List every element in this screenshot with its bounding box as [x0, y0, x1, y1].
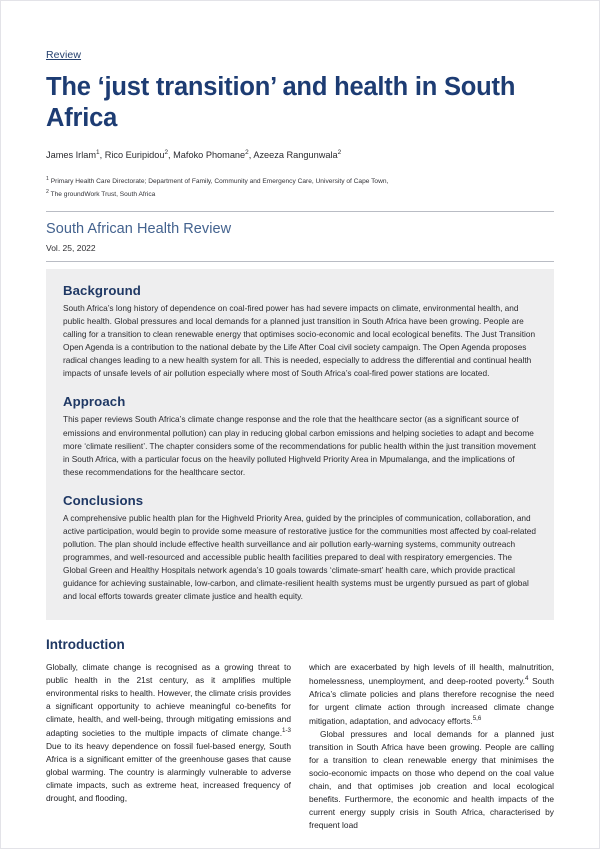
body-columns	[46, 661, 554, 833]
abstract-heading-background: Background	[63, 282, 141, 298]
author-name-1: James Irlam	[46, 150, 97, 161]
intro-paragraph-right-1	[309, 661, 554, 728]
citation-ref-1[interactable]: 1-3	[282, 727, 291, 735]
intro-right-text-b: South Africa’s climate policies and plans therefore recognise the need for urgent climate action through increased climate change mitigation, adaptation, and advocacy efforts.	[309, 675, 554, 726]
citation-ref-4[interactable]: 4	[525, 674, 529, 682]
section-heading-introduction: Introduction	[46, 636, 125, 652]
affiliation-text-1: Primary Health Care Directorate; Department of Family, Community and Emergency Care, University of Cape Town,	[50, 178, 389, 186]
header-divider-top	[46, 211, 554, 212]
abstract-text-approach: This paper reviews South Africa’s climate change response and the role that the healthcare sector (as a significant source of emissions and environmental pollution) can play in reducing global carbon emissions and helping societies to adapt and become more ‘climate resilient’. The chapter considers some of the recommendations for public health within the just transition movement in South Africa, with a particular focus on the heavily polluted Highveld Priority Area in Mpumalanga, and the implications of these recommendations for the healthcare sector.	[63, 414, 536, 477]
body-column-left	[46, 661, 291, 833]
intro-left-text-a: Globally, climate change is recognised as a growing threat to public health in the 21st century, as it amplifies multiple environmental risks to health. However, the climate crisis provides a significant opportunity to achieve meaningful co-benefits for climate, health, and well-being, through mitigating emissions and adapting societies to the multiple impacts of climate change.	[46, 661, 291, 738]
abstract-heading-conclusions: Conclusions	[63, 492, 144, 508]
author-affil-marker-1: 1	[96, 149, 100, 157]
affiliation-2	[46, 188, 554, 201]
affiliation-marker-2: 2	[46, 189, 49, 196]
intro-paragraph-right-2: Global pressures and local demands for a planned just transition in South Africa have been growing. People are calling for a transition to clean renewable energy that minimises the socio-economic impacts on those who depend on the coal value chain, and that optimises job creation and local ecological benefits. Furthermore, the economic and health impacts of the current energy supply crisis in South Africa, characterised by frequent load	[309, 728, 554, 831]
abstract-heading-approach: Approach	[63, 394, 126, 410]
author-affil-marker-4: 2	[337, 149, 342, 157]
abstract-text-background: South Africa’s long history of dependence on coal-fired power has had severe impacts on climate, environmental health, and public health. Global pressures and local demands for a planned just transition in South Africa have been growing. People are calling for a transition to clean renewable energy that optimises socio-economic and local ecological benefits. The Just Transition Open Agenda is a contribution to the national debate by the Life After Coal civil society campaign. The Open Agenda proposes radical changes leading to a new health system for all. This is needed, especially to address the differential and continual health impacts of unsafe levels of air pollution especially where most of South Africa’s coal-fired power stations are located.	[63, 302, 536, 379]
journal-volume: Vol. 25, 2022	[46, 242, 96, 253]
journal-title: South African Health Review	[46, 220, 232, 237]
author-name-4: Azeeza Rangunwala	[253, 150, 338, 161]
citation-ref-5-6[interactable]: 5,6	[472, 714, 482, 722]
author-affil-marker-2: 2	[164, 149, 169, 157]
abstract-text-conclusions: A comprehensive public health plan for the Highveld Priority Area, guided by the principles of communication, collaboration, and active participation, would begin to provide some measure of restorative justice for the communities most affected by coal-related pollution. The plan should include effective health surveillance and air pollution early-warning systems, community outreach programmes, and well-resourced and accessible public health facilities prepared to deal with respiratory emergencies. The Global Green and Healthy Hospitals network agenda’s 10 goals towards ‘climate-smart’ health care, which provide practical guidance for achieving sustainable, low-carbon, and climate-resilient health systems must be urgently pursued as part of global and local efforts towards greater climate justice and health equity.	[63, 512, 537, 602]
affiliation-marker-1: 1	[46, 176, 49, 183]
author-name-2: Rico Euripidou	[104, 150, 165, 161]
affiliations	[46, 175, 554, 201]
body-column-right	[309, 661, 554, 833]
author-name-3: Mafoko Phomane	[173, 150, 246, 161]
intro-right-text-a: which are exacerbated by high levels of ill health, malnutrition, homelessness, unemployment, and deep-rooted poverty.	[309, 661, 554, 686]
affiliation-1	[46, 175, 554, 188]
author-list: James Irlam$^1$, Rico Euripidou$^2$, Mafoko Phomane$^2$, Azeeza Rangunwala$^2$	[46, 149, 342, 161]
affiliation-text-2: The groundWork Trust, South Africa	[50, 191, 156, 199]
author-affil-marker-3: 2	[245, 149, 249, 157]
document-type-link[interactable]: Review	[46, 49, 82, 61]
introduction-section	[46, 637, 554, 833]
header-divider-bottom	[46, 261, 554, 262]
intro-paragraph-left	[46, 661, 291, 806]
abstract-box	[46, 269, 554, 620]
page-title: The ‘just transition’ and health in South Africa	[46, 73, 516, 133]
paper-header	[46, 1, 554, 262]
intro-left-text-b: Due to its heavy dependence on fossil fuel-based energy, South Africa is a significant emitter of the greenhouse gases that cause global warming. The country is alarmingly vulnerable to adverse climate impacts, such as extreme heat, increased frequency of drought, and flooding,	[46, 741, 291, 804]
